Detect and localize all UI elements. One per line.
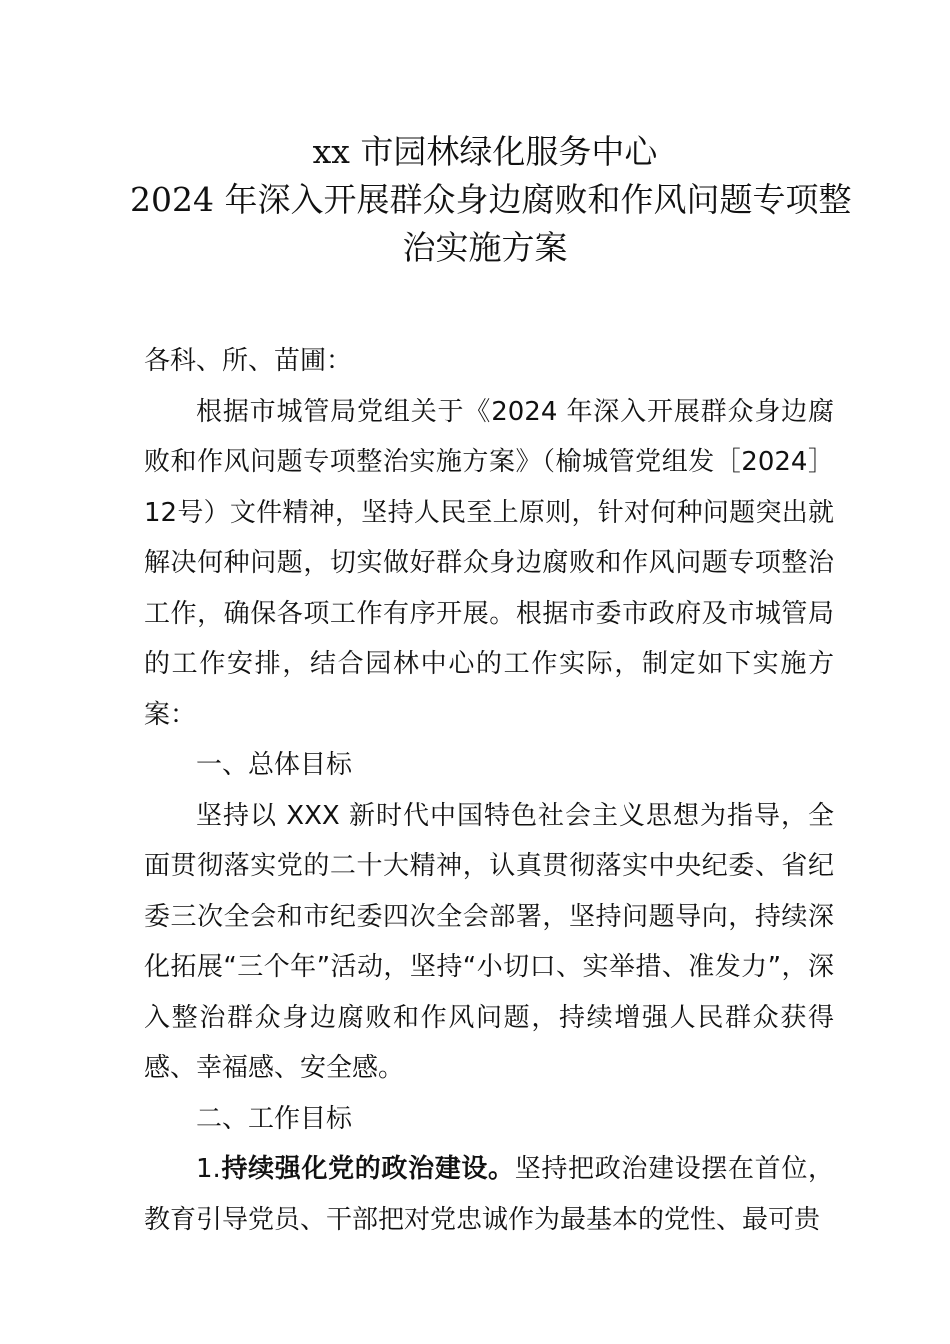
document-body	[144, 336, 834, 1245]
document-title	[130, 128, 852, 272]
section-heading-overall-goal: 一、总体目标	[196, 750, 353, 780]
title-line-3: 治实施方案	[402, 228, 568, 267]
paragraph-intro: 根据市城管局党组关于《2024 年深入开展群众身边腐败和作风问题专项整治实施方案》（榆城管党组发［2024］12号）文件精神，坚持人民至上原则，针对何种问题突出就解决何种问题，切实做好群众身边腐败和作风问题专项整治工作，确保各项工作有序开展。根据市委市政府及市城管局的工作安排，结合园林中心的工作实际，制定如下实施方案：	[144, 396, 834, 730]
list-item-bold-lead: 持续强化党的政治建设。	[220, 1154, 515, 1184]
paragraph-overall-goal: 坚持以 XXX 新时代中国特色社会主义思想为指导，全面贯彻落实党的二十大精神，认真贯彻落实中央纪委、省纪委三次全会和市纪委四次全会部署，坚持问题导向，持续深化拓展“三个年”活动，坚持“小切口、实举措、准发力”，深入整治群众身边腐败和作风问题，持续增强人民群众获得感、幸福感、安全感。	[144, 800, 834, 1083]
salutation: 各科、所、苗圃：	[144, 346, 353, 376]
title-line-2: 2024 年深入开展群众身边腐败和作风问题专项整	[130, 180, 852, 219]
title-line-1: xx 市园林绿化服务中心	[312, 132, 658, 171]
list-item-number: 1.	[196, 1154, 221, 1184]
list-item-1	[144, 1144, 834, 1245]
list-item-text: 坚持把政治建设摆在首位，教育引导党员、干部把对党忠诚作为最基本的党性、最可贵	[144, 1154, 834, 1235]
section-heading-work-goal: 二、工作目标	[196, 1103, 353, 1134]
